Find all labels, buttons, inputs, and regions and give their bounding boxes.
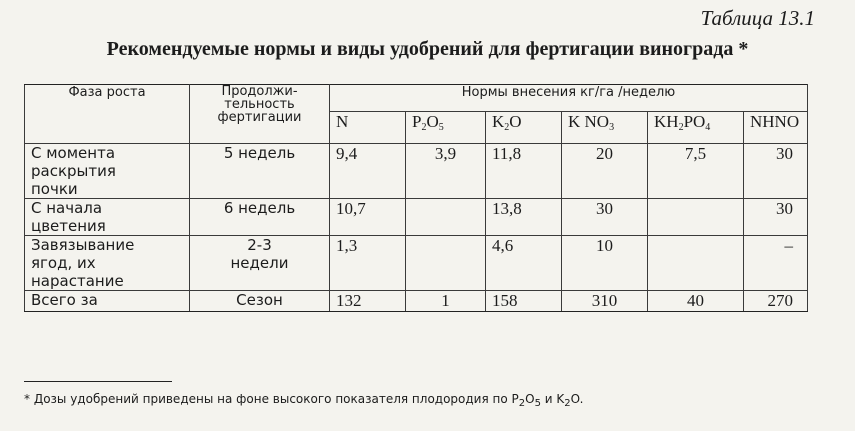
value-cell: 1	[406, 291, 486, 312]
column-header-text: K NO	[568, 112, 610, 131]
header-norms: Нормы внесения кг/га /неделю	[330, 85, 808, 112]
phase-line: С начала	[31, 199, 103, 217]
phase-cell	[25, 199, 190, 236]
value-cell: 7,5	[648, 144, 744, 199]
duration-cell	[190, 236, 330, 291]
column-header-sub: 2	[421, 122, 427, 133]
value-cell: 20	[562, 144, 648, 199]
column-header-text: K	[492, 112, 505, 131]
value-cell: 30	[744, 144, 808, 199]
footnote-text: O.	[570, 392, 584, 406]
footnote-sub: 2	[518, 398, 526, 409]
value-cell	[648, 199, 744, 236]
table-row	[25, 199, 808, 236]
phase-cell	[25, 236, 190, 291]
column-header-text: O	[426, 112, 439, 131]
duration-cell	[190, 291, 330, 312]
phase-cell	[25, 291, 190, 312]
column-header-n	[330, 112, 406, 144]
column-header-nhno	[744, 112, 808, 144]
value-cell: 10	[562, 236, 648, 291]
value-cell: 1,3	[330, 236, 406, 291]
column-header-sub: 5	[438, 122, 444, 133]
footnote-text: O	[525, 392, 535, 406]
value-cell: 30	[744, 199, 808, 236]
table-caption: Таблица 13.1	[700, 6, 815, 30]
duration-cell	[190, 144, 330, 199]
value-cell: 30	[562, 199, 648, 236]
value-cell	[406, 236, 486, 291]
value-cell: 310	[562, 291, 648, 312]
column-header-kno3	[562, 112, 648, 144]
value-cell: 158	[486, 291, 562, 312]
phase-line: раскрытия	[31, 162, 116, 180]
header-duration-line: тельность	[224, 97, 295, 112]
column-header-text: P	[412, 112, 422, 131]
value-cell: 11,8	[486, 144, 562, 199]
duration-line: 2-3	[247, 236, 272, 254]
footnote-text: и K	[540, 392, 565, 406]
column-header-kh2po4	[648, 112, 744, 144]
footnote-divider	[24, 381, 172, 382]
value-cell: 4,6	[486, 236, 562, 291]
duration-line: 5 недель	[223, 144, 296, 162]
phase-line: ягод, их	[31, 254, 96, 272]
duration-line: 6 недель	[223, 199, 296, 217]
value-cell: 132	[330, 291, 406, 312]
fertigation-table	[24, 84, 808, 312]
phase-line: Завязывание	[31, 236, 135, 254]
phase-cell	[25, 144, 190, 199]
duration-line: недели	[230, 254, 289, 272]
phase-line: почки	[31, 180, 78, 198]
phase-line: цветения	[31, 217, 106, 235]
column-header-sub: 4	[705, 122, 711, 133]
column-header-sub: 2	[678, 122, 684, 133]
value-cell: –	[744, 236, 808, 291]
value-cell: 9,4	[330, 144, 406, 199]
header-duration-line: фертигации	[217, 110, 302, 125]
table-title: Рекомендуемые нормы и виды удобрений для фертигации винограда *	[106, 38, 749, 60]
value-cell	[406, 199, 486, 236]
column-header-text: O	[509, 112, 522, 131]
value-cell: 13,8	[486, 199, 562, 236]
footnote-sub: 5	[534, 398, 541, 409]
header-duration	[190, 85, 330, 144]
footnote-sub: 2	[564, 398, 571, 409]
duration-line: Сезон	[236, 291, 283, 309]
value-cell: 10,7	[330, 199, 406, 236]
value-cell: 270	[744, 291, 808, 312]
column-header-p2o5	[406, 112, 486, 144]
column-header-sub: 2	[504, 122, 510, 133]
footnote	[24, 392, 583, 409]
phase-line: нарастание	[31, 272, 124, 290]
value-cell: 40	[648, 291, 744, 312]
table-row	[25, 236, 808, 291]
column-header-text: PO	[683, 112, 706, 131]
header-phase: Фаза роста	[25, 85, 190, 144]
phase-line: Всего за	[31, 291, 98, 309]
footnote-text: * Дозы удобрений приведены на фоне высокого показателя плодородия по P	[24, 392, 519, 406]
phase-line: С момента	[31, 144, 116, 162]
header-duration-line: Продолжи-	[221, 84, 298, 99]
column-header-sub: 3	[609, 122, 615, 133]
value-cell: 3,9	[406, 144, 486, 199]
column-header-text: KH	[654, 112, 679, 131]
table-row	[25, 144, 808, 199]
column-header-text: NHNO	[750, 112, 800, 131]
column-header-text: N	[336, 112, 349, 131]
value-cell	[648, 236, 744, 291]
duration-cell	[190, 199, 330, 236]
table-row	[25, 291, 808, 312]
column-header-k2o	[486, 112, 562, 144]
